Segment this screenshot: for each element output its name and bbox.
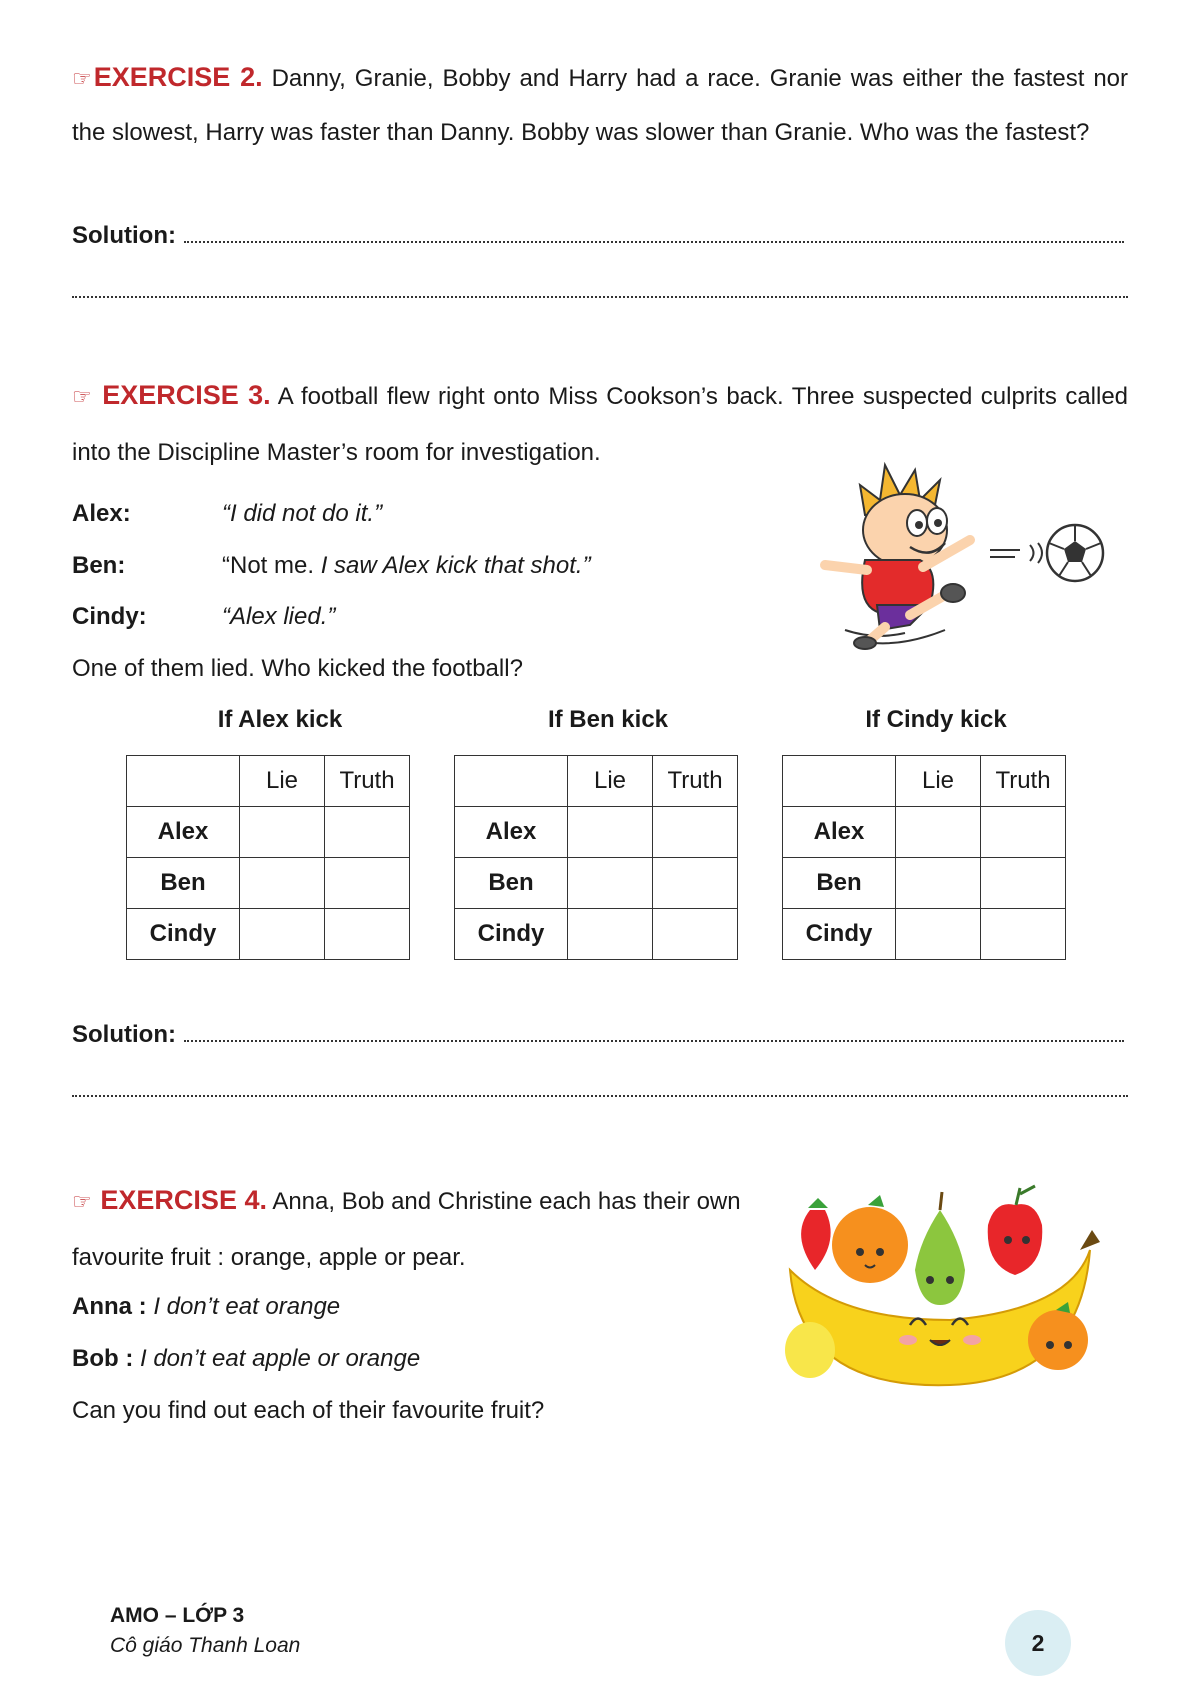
- answer-cell[interactable]: [653, 807, 738, 858]
- page-number-badge: [1005, 1610, 1071, 1676]
- table-title: If Cindy kick: [865, 706, 1007, 733]
- exercise-2-title: EXERCISE 2.: [93, 62, 263, 92]
- exercise-2-body: Danny, Granie, Bobby and Harry had a race. Granie was either the fastest nor the slowest, Harry was faster than Danny. Bobby was slower than Granie. Who was the fastest?: [72, 65, 1129, 146]
- answer-cell[interactable]: [568, 909, 653, 960]
- truth-table-alex: [126, 755, 410, 960]
- table-row: [127, 858, 410, 909]
- dialogue-ben: [72, 552, 591, 580]
- exercise-4-question: Can you find out each of their favourite fruit?: [72, 1397, 545, 1424]
- answer-cell[interactable]: [981, 807, 1066, 858]
- table-title: If Ben kick: [547, 706, 669, 733]
- statement-bob: [72, 1345, 420, 1373]
- quote-plain: “Not me.: [222, 552, 321, 579]
- answer-dotted-line: [72, 1095, 1128, 1097]
- table-header-row: [783, 756, 1066, 807]
- footer-title: AMO – LỚP 3: [110, 1604, 245, 1627]
- boy-kicking-football-illustration: [805, 455, 1125, 650]
- answer-cell[interactable]: [240, 909, 325, 960]
- solution-label: Solution:: [72, 222, 176, 249]
- exercise-2-text: [72, 50, 1128, 160]
- row-label: Cindy: [127, 909, 240, 960]
- table-title: If Alex kick: [217, 706, 343, 733]
- speaker-name: Anna :: [72, 1293, 147, 1320]
- row-label: Alex: [455, 807, 568, 858]
- answer-cell[interactable]: [653, 909, 738, 960]
- quote-italic: I saw Alex kick that shot.”: [320, 552, 591, 579]
- statement-text: I don’t eat orange: [153, 1293, 341, 1320]
- answer-cell[interactable]: [981, 909, 1066, 960]
- row-label: Ben: [455, 858, 568, 909]
- table-header-row: [455, 756, 738, 807]
- page-number: 2: [1031, 1629, 1045, 1656]
- quote-italic: “Alex lied.”: [222, 603, 336, 630]
- exercise-4-body: Anna, Bob and Christine each has their own favourite fruit : orange, apple or pear.: [72, 1188, 741, 1271]
- hand-pointer-icon: ☞: [72, 384, 92, 409]
- table-row: [455, 909, 738, 960]
- header-corner-cell: [127, 756, 240, 807]
- exercise-4-title: EXERCISE 4.: [100, 1185, 267, 1215]
- answer-cell[interactable]: [325, 909, 410, 960]
- header-lie: Lie: [568, 756, 653, 807]
- answer-cell[interactable]: [240, 807, 325, 858]
- header-truth: Truth: [325, 756, 410, 807]
- exercise-4-text: [72, 1172, 772, 1286]
- table-row: [783, 858, 1066, 909]
- row-label: Alex: [127, 807, 240, 858]
- speaker-name: Bob :: [72, 1345, 134, 1372]
- answer-cell[interactable]: [653, 858, 738, 909]
- answer-cell[interactable]: [568, 858, 653, 909]
- exercise-3-solution: [72, 1021, 1128, 1049]
- smiling-fruits-illustration: [780, 1180, 1110, 1395]
- table-row: [127, 909, 410, 960]
- answer-cell[interactable]: [240, 858, 325, 909]
- dialogue-alex: [72, 500, 382, 528]
- answer-dotted-line: [184, 237, 1124, 243]
- row-label: Alex: [783, 807, 896, 858]
- quote-italic: “I did not do it.”: [222, 500, 383, 527]
- row-label: Cindy: [783, 909, 896, 960]
- exercise-3-body: A football flew right onto Miss Cookson’s back. Three suspected culprits called into the Discipline Master’s room for investigation.: [72, 383, 1129, 466]
- truth-table-cindy: [782, 755, 1066, 960]
- dialogue-cindy: [72, 603, 335, 631]
- header-lie: Lie: [896, 756, 981, 807]
- statement-anna: [72, 1293, 340, 1321]
- truth-table-ben: [454, 755, 738, 960]
- answer-dotted-line: [184, 1036, 1124, 1042]
- answer-dotted-line: [72, 296, 1128, 298]
- answer-cell[interactable]: [568, 807, 653, 858]
- exercise-2-solution: [72, 222, 1128, 250]
- hand-pointer-icon: ☞: [72, 1189, 92, 1214]
- table-row: [783, 807, 1066, 858]
- answer-cell[interactable]: [325, 807, 410, 858]
- footer-author: Cô giáo Thanh Loan: [110, 1634, 301, 1657]
- exercise-3-title: EXERCISE 3.: [102, 380, 271, 410]
- answer-cell[interactable]: [896, 807, 981, 858]
- header-corner-cell: [455, 756, 568, 807]
- statement-text: I don’t eat apple or orange: [139, 1345, 421, 1372]
- row-label: Ben: [783, 858, 896, 909]
- header-lie: Lie: [240, 756, 325, 807]
- header-truth: Truth: [653, 756, 738, 807]
- table-row: [127, 807, 410, 858]
- row-label: Cindy: [455, 909, 568, 960]
- hand-pointer-icon: ☞: [72, 66, 92, 91]
- speaker-name: Cindy:: [72, 603, 147, 630]
- table-header-row: [127, 756, 410, 807]
- answer-cell[interactable]: [896, 909, 981, 960]
- speaker-name: Alex:: [72, 500, 131, 527]
- exercise-3-question: One of them lied. Who kicked the football?: [72, 655, 523, 682]
- header-truth: Truth: [981, 756, 1066, 807]
- table-row: [455, 858, 738, 909]
- header-corner-cell: [783, 756, 896, 807]
- speaker-name: Ben:: [72, 552, 126, 579]
- row-label: Ben: [127, 858, 240, 909]
- solution-label: Solution:: [72, 1021, 176, 1048]
- answer-cell[interactable]: [981, 858, 1066, 909]
- answer-cell[interactable]: [896, 858, 981, 909]
- answer-cell[interactable]: [325, 858, 410, 909]
- table-row: [783, 909, 1066, 960]
- table-row: [455, 807, 738, 858]
